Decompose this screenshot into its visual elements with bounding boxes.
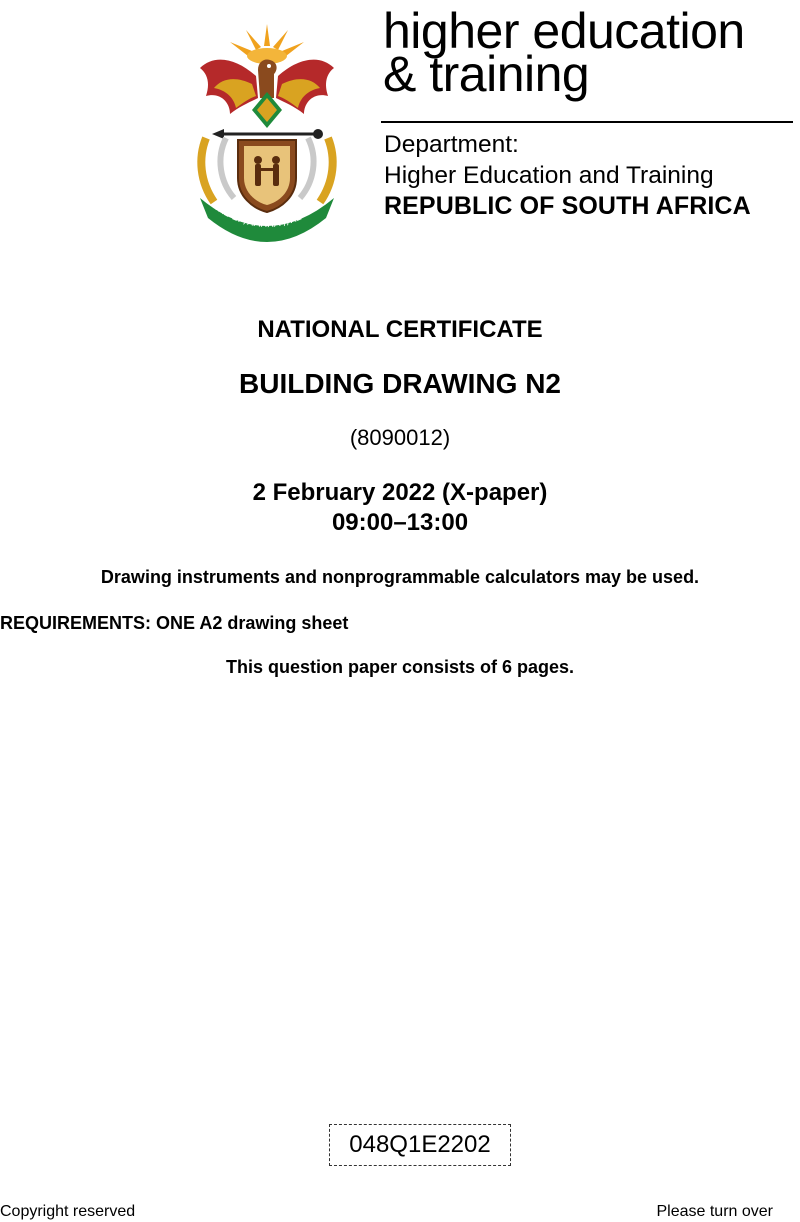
subject-title: BUILDING DRAWING N2 xyxy=(239,368,561,399)
brand-line-1: higher education xyxy=(383,3,745,59)
country-name: REPUBLIC OF SOUTH AFRICA xyxy=(384,192,751,220)
department-label: Department: xyxy=(384,131,519,158)
department-name: Higher Education and Training xyxy=(384,162,714,189)
exam-time: 09:00–13:00 xyxy=(331,509,469,536)
page-count-note: This question paper consists of 6 pages. xyxy=(225,657,575,677)
coat-motto-text: !KE E: /XARRA //KE xyxy=(212,202,305,231)
brand-divider xyxy=(381,121,793,123)
coat-of-arms-logo xyxy=(186,18,348,242)
department-block xyxy=(384,129,800,222)
brand-wordmark xyxy=(383,3,800,102)
paper-code-box: 048Q1E2202 xyxy=(329,1124,511,1166)
exam-date-time xyxy=(0,478,800,538)
requirements: REQUIREMENTS: ONE A2 drawing sheet xyxy=(0,613,349,633)
certificate-title: NATIONAL CERTIFICATE xyxy=(257,316,543,343)
brand-line-2: & training xyxy=(383,46,590,102)
footer-turn-over: Please turn over xyxy=(656,1203,773,1220)
subject-code: (8090012) xyxy=(349,425,451,450)
exam-date: 2 February 2022 (X-paper) xyxy=(252,479,548,506)
allowed-instruments: Drawing instruments and nonprogrammable calculators may be used. xyxy=(100,567,700,587)
footer-copyright: Copyright reserved xyxy=(0,1203,136,1220)
